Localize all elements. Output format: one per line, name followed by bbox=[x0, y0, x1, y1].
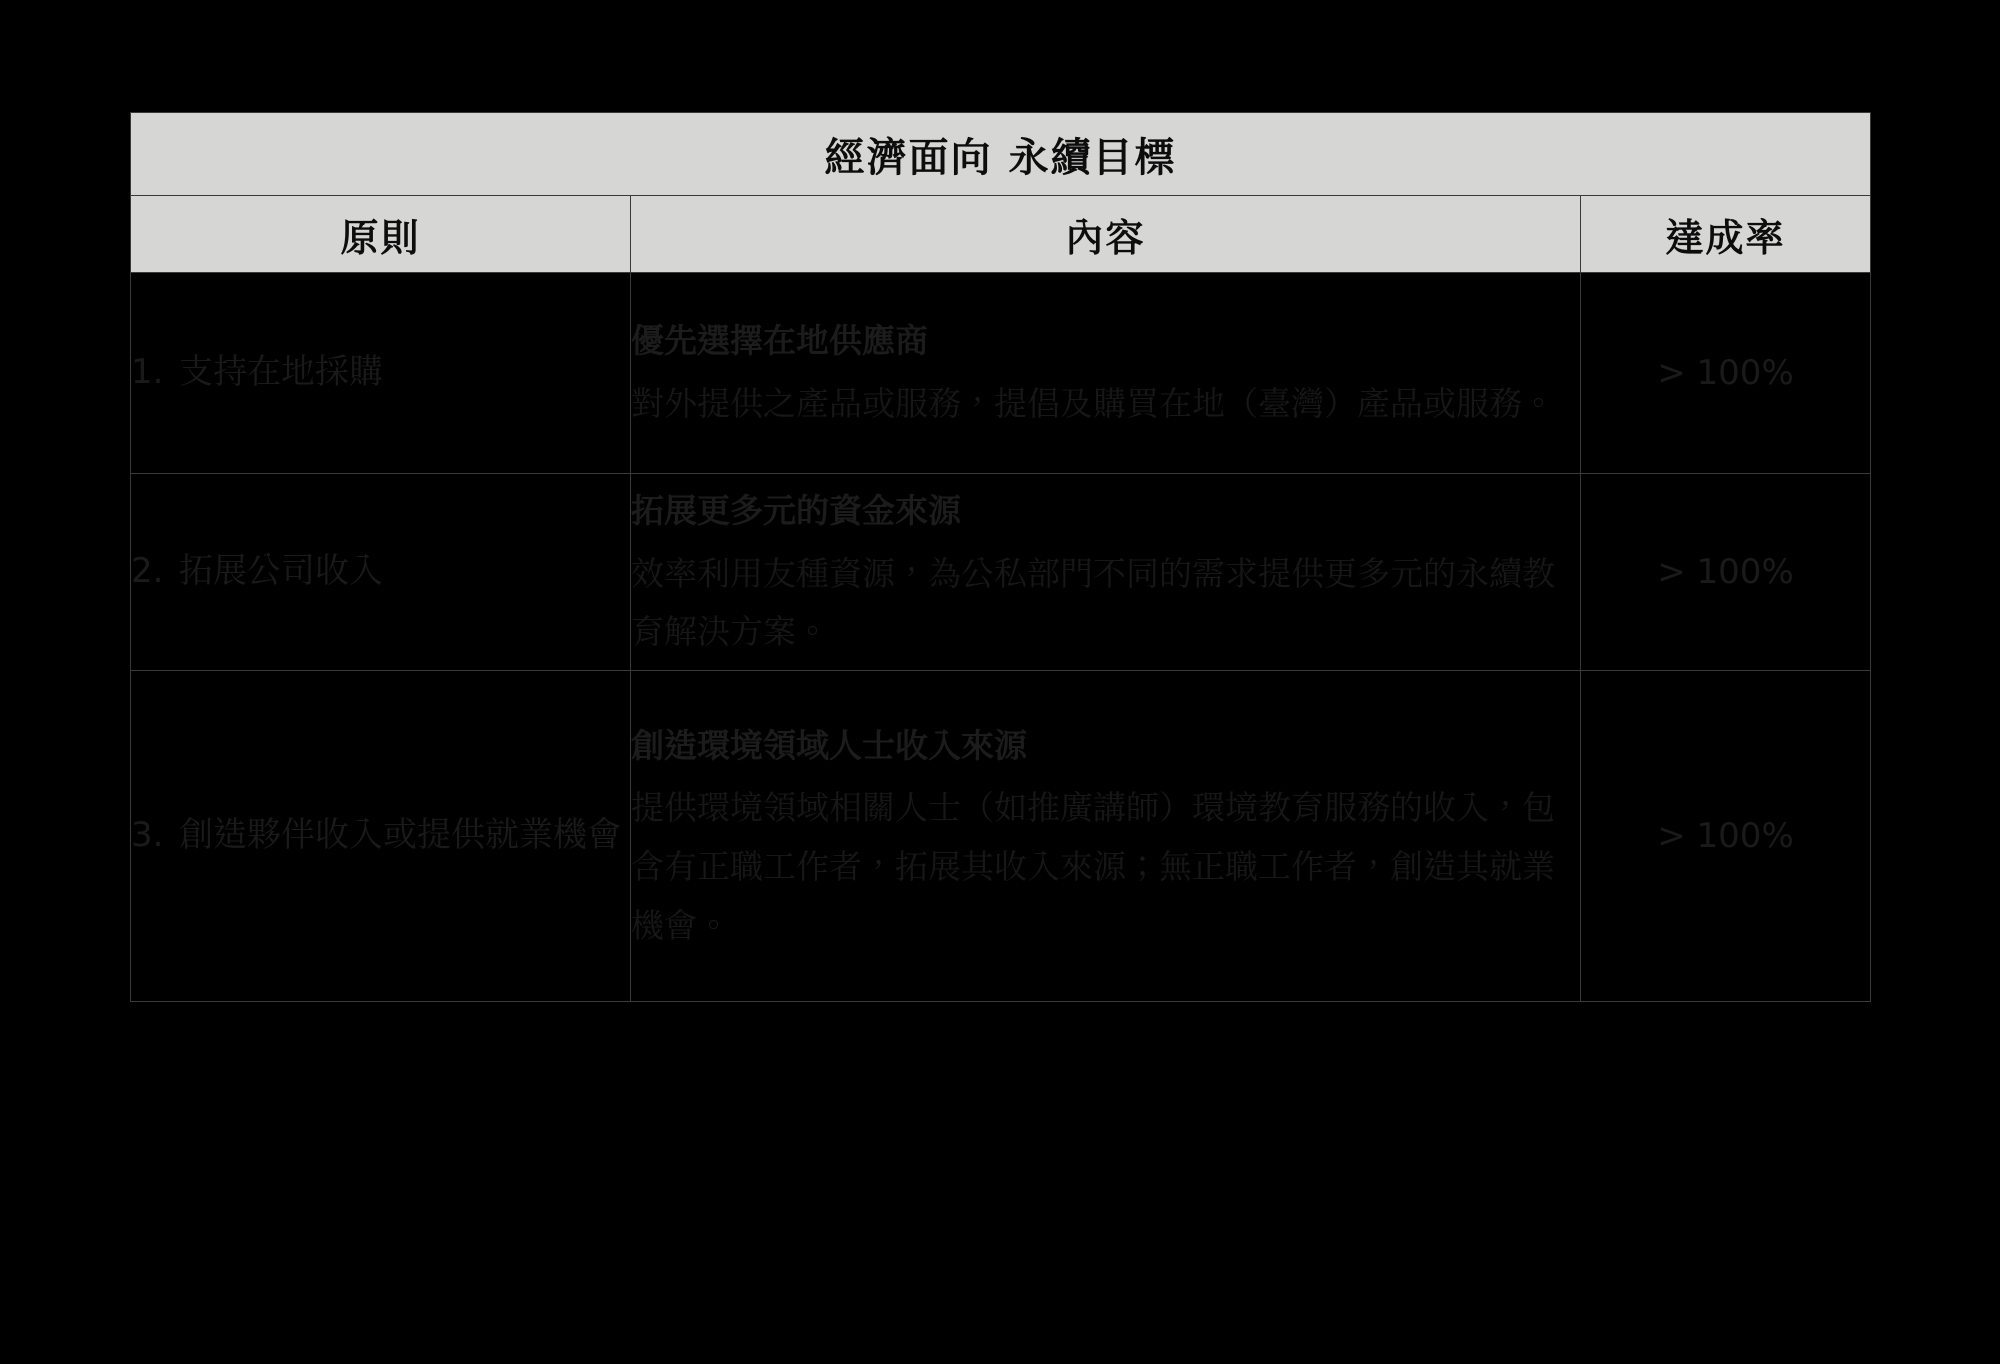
content-title: 優先選擇在地供應商 bbox=[631, 321, 928, 361]
sustainability-goals-table bbox=[130, 112, 1871, 1002]
principle-text: 拓展公司收入 bbox=[179, 551, 383, 592]
principle-text: 支持在地採購 bbox=[179, 352, 383, 393]
table-title: 經濟面向 永續目標 bbox=[131, 113, 1871, 196]
cell-achievement-rate: > 100% bbox=[1581, 273, 1871, 474]
table-header-row bbox=[131, 196, 1871, 273]
row-number: 2. bbox=[131, 551, 164, 592]
row-number: 1. bbox=[131, 352, 164, 393]
content-body: 對外提供之產品或服務，提倡及購買在地（臺灣）產品或服務。 bbox=[631, 384, 1555, 423]
cell-principle bbox=[131, 273, 631, 474]
cell-principle bbox=[131, 474, 631, 671]
sustainability-table-wrapper bbox=[130, 112, 1870, 1002]
column-header-rate: 達成率 bbox=[1581, 196, 1871, 273]
cell-achievement-rate: > 100% bbox=[1581, 671, 1871, 1002]
table-row bbox=[131, 474, 1871, 671]
cell-content bbox=[631, 671, 1581, 1002]
column-header-principle: 原則 bbox=[131, 196, 631, 273]
content-title: 拓展更多元的資金來源 bbox=[631, 490, 961, 530]
row-number: 3. bbox=[131, 815, 164, 856]
table-title-row bbox=[131, 113, 1871, 196]
table-row bbox=[131, 273, 1871, 474]
cell-content bbox=[631, 474, 1581, 671]
table-row bbox=[131, 671, 1871, 1002]
content-body: 效率利用友種資源，為公私部門不同的需求提供更多元的永續教育解決方案。 bbox=[631, 553, 1555, 652]
cell-principle bbox=[131, 671, 631, 1002]
cell-content bbox=[631, 273, 1581, 474]
content-body: 提供環境領域相關人士（如推廣講師）環境教育服務的收入，包含有正職工作者，拓展其收入來源；無正職工作者，創造其就業機會。 bbox=[631, 788, 1555, 945]
principle-text: 創造夥伴收入或提供就業機會 bbox=[179, 815, 621, 856]
cell-achievement-rate: > 100% bbox=[1581, 474, 1871, 671]
column-header-content: 內容 bbox=[631, 196, 1581, 273]
content-title: 創造環境領域人士收入來源 bbox=[631, 725, 1027, 765]
